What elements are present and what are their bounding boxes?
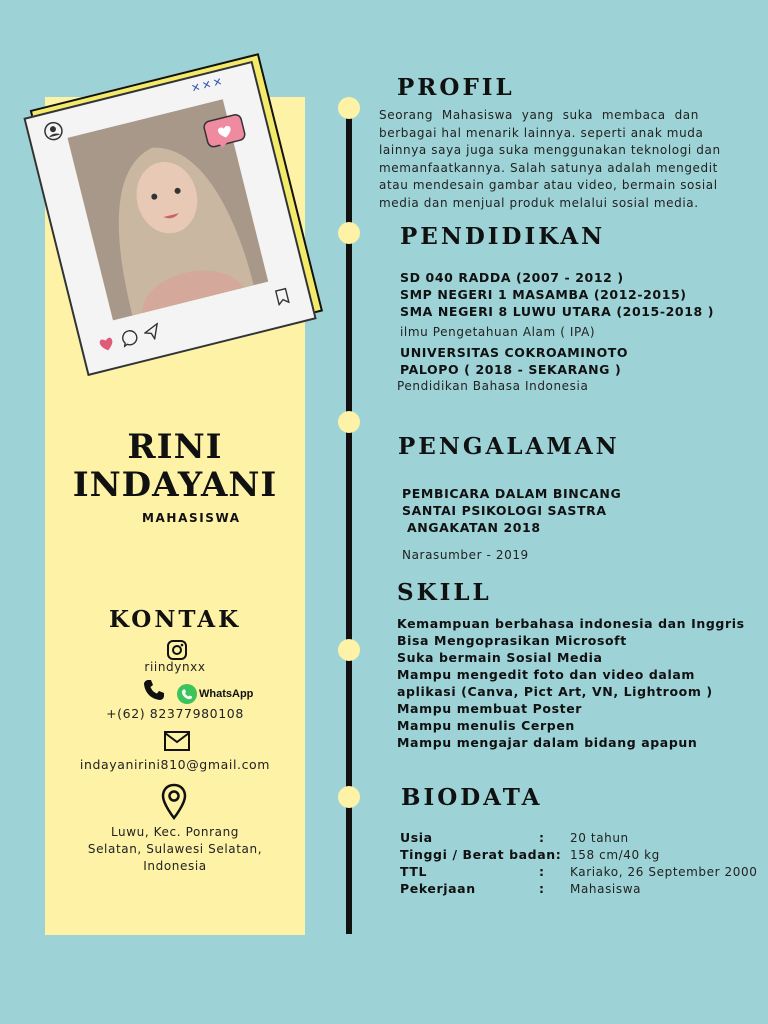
timeline-dot-pendidikan (338, 222, 360, 244)
pengalaman-line-1: PEMBICARA DALAM BINCANG (402, 486, 622, 501)
biodata-value: 20 tahun (570, 831, 629, 845)
user-icon (41, 119, 66, 147)
univ-line-2: PALOPO ( 2018 - SEKARANG ) (400, 361, 622, 377)
skill-item: Suka bermain Sosial Media (397, 650, 603, 665)
skill-item: aplikasi (Canva, Pict Art, VN, Lightroom ) (397, 684, 713, 699)
address-line-3: Indonesia (143, 859, 207, 873)
biodata-row (400, 846, 765, 863)
profil-heading: PROFIL (397, 74, 515, 101)
biodata-label: Usia (400, 830, 433, 845)
timeline-dot-biodata (338, 786, 360, 808)
pengalaman-line-3: ANGAKATAN 2018 (402, 520, 541, 535)
major-sma: ilmu Pengetahuan Alam ( IPA) (400, 325, 596, 339)
phone-icon (142, 678, 166, 706)
pengalaman-heading: PENGALAMAN (398, 433, 620, 460)
location-pin-icon (161, 783, 187, 825)
profil-line: media dan menjual produk melalui sosial media. (379, 195, 699, 210)
heart-notification-icon (202, 112, 250, 159)
biodata-row (400, 829, 765, 846)
name-line-1: RINI (127, 427, 223, 467)
address-line-1: Luwu, Kec. Ponrang (110, 825, 240, 839)
name-line-2: INDAYANI (72, 465, 278, 505)
school-sma: SMA NEGERI 8 LUWU UTARA (2015-2018 ) (400, 304, 715, 319)
profil-line: atau mendesain gambar atau video, bermain sosial (379, 178, 718, 192)
job-title: MAHASISWA (142, 511, 241, 525)
biodata-label: Tinggi / Berat badan: (400, 847, 562, 862)
biodata-sep: : (539, 830, 545, 845)
biodata-sep: : (539, 881, 545, 896)
biodata-row (400, 863, 765, 880)
pengalaman-line-2: SANTAI PSIKOLOGI SASTRA (402, 503, 607, 518)
pengalaman-list (402, 485, 742, 565)
address (60, 824, 290, 875)
timeline-dot-skill (338, 639, 360, 661)
pendidikan-list (397, 269, 760, 395)
phone-number[interactable]: +(62) 82377980108 (106, 706, 244, 721)
share-icon (142, 323, 162, 346)
like-heart-icon (97, 335, 117, 357)
bookmark-icon (275, 287, 291, 309)
kontak-heading: KONTAK (108, 606, 242, 633)
biodata-value: Mahasiswa (570, 882, 642, 896)
skill-item: Mampu mengedit foto dan video dalam (397, 667, 695, 682)
skill-item: Mampu menulis Cerpen (397, 718, 575, 733)
biodata-table (400, 829, 765, 897)
skill-item: Mampu mengajar dalam bidang apapun (397, 735, 698, 750)
timeline-dot-pengalaman (338, 411, 360, 433)
instagram-handle[interactable]: riindynxx (144, 660, 206, 674)
biodata-value: 158 cm/40 kg (570, 848, 660, 862)
pengalaman-role: Narasumber - 2019 (402, 548, 529, 562)
decor-x-icon: ✕✕✕ (189, 74, 226, 96)
profil-line: lainnya saya juga suka menggunakan teknologi dan (379, 143, 721, 157)
profil-line: Seorang Mahasiswa yang suka membaca dan (379, 108, 699, 122)
school-sd: SD 040 RADDA (2007 - 2012 ) (400, 270, 624, 285)
skill-list (397, 615, 757, 751)
comment-icon (120, 328, 140, 351)
profil-line: memanfaatkannya. Salah satunya adalah mengedit (379, 160, 718, 175)
timeline-dot-profil (338, 97, 360, 119)
email-icon (163, 730, 191, 756)
address-line-2: Selatan, Sulawesi Selatan, (87, 842, 263, 856)
skill-item: Bisa Mengoprasikan Microsoft (397, 633, 627, 648)
email-address[interactable]: indayanirini810@gmail.com (79, 757, 271, 772)
biodata-row (400, 880, 765, 897)
skill-item: Kemampuan berbahasa indonesia dan Inggris (397, 616, 745, 631)
profil-line: berbagai hal menarik lainnya. seperti anak muda (379, 125, 704, 140)
skill-heading: SKILL (397, 579, 492, 606)
name-heading (45, 428, 305, 504)
pendidikan-heading: PENDIDIKAN (400, 223, 606, 250)
skill-item: Mampu membuat Poster (397, 701, 583, 716)
school-smp: SMP NEGERI 1 MASAMBA (2012-2015) (400, 287, 687, 302)
major-univ: Pendidikan Bahasa Indonesia (397, 378, 589, 393)
biodata-label: TTL (400, 864, 428, 879)
biodata-value: Kariako, 26 September 2000 (570, 865, 758, 879)
biodata-label: Pekerjaan (400, 881, 476, 896)
profil-text (379, 107, 747, 212)
univ-line-1: UNIVERSITAS COKROAMINOTO (400, 344, 629, 360)
whatsapp-label: WhatsApp (199, 688, 254, 700)
biodata-heading: BIODATA (401, 784, 543, 811)
biodata-sep: : (539, 864, 545, 879)
